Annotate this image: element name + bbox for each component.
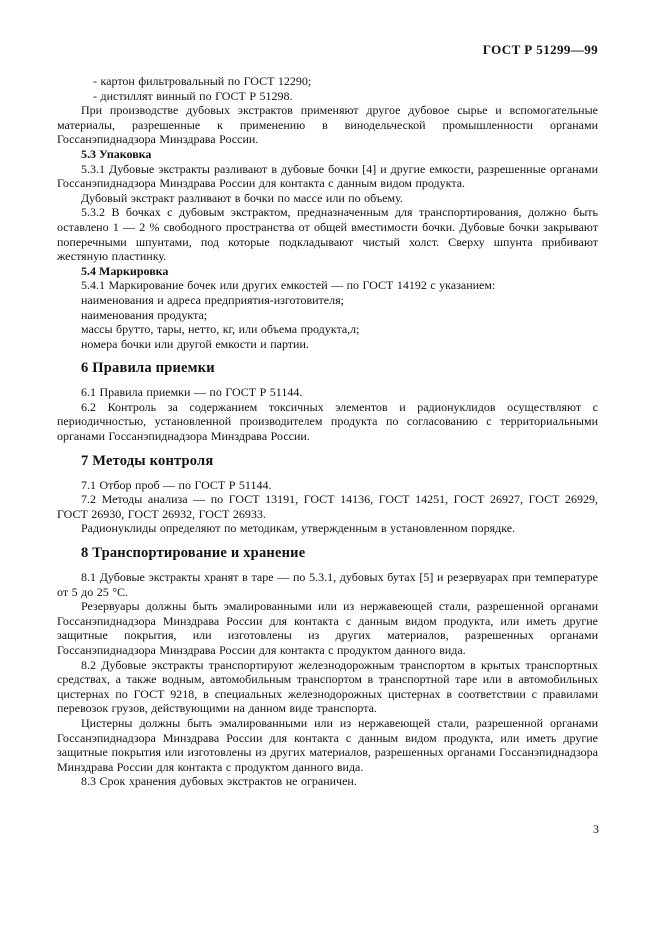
- running-header: ГОСТ Р 51299—99: [482, 42, 598, 57]
- paragraph: 5.4.1 Маркирование бочек или других емкостей — по ГОСТ 14192 с указанием:: [81, 278, 496, 293]
- paragraph: 6.1 Правила приемки — по ГОСТ Р 51144.: [81, 385, 303, 400]
- marking-list-item: наименования и адреса предприятия-изготовителя;: [81, 292, 344, 307]
- paragraph: Цистерны должны быть эмалированными или из нержавеющей стали, разрешенной органами Госсанэпиднадзора Минздрава России для контакта с данным видом продукта, или иметь другие защитные покрытия или изготовлены из других материалов, разрешенных органами Госсанэпиднадзора Минздрава России для контакта с продуктом данного вида.: [57, 715, 598, 774]
- list-item: - дистиллят винный по ГОСТ Р 51298.: [93, 88, 293, 103]
- paragraph: 8.1 Дубовые экстракты хранят в таре — по 5.3.1, дубовых бутах [5] и резервуарах при температуре от 5 до 25 °С.: [57, 570, 598, 599]
- paragraph: 6.2 Контроль за содержанием токсичных элементов и радионуклидов осуществляют с периодичностью, установленной производителем продукта по согласованию с территориальными органами Госсанэпиднадзора Минздрава России.: [57, 399, 598, 444]
- section-heading-6: 6 Правила приемки: [81, 360, 215, 377]
- marking-list-item: номера бочки или другой емкости и партии.: [81, 336, 309, 351]
- marking-list-item: наименования продукта;: [81, 307, 208, 322]
- paragraph: 8.3 Срок хранения дубовых экстрактов не ограничен.: [81, 774, 357, 789]
- marking-list-item: массы брутто, тары, нетто, кг, или объема продукта,л;: [81, 322, 360, 337]
- paragraph: Резервуары должны быть эмалированными или из нержавеющей стали, разрешенной органами Госсанэпиднадзора Минздрава России для контакта с данным видом продукта, или иметь другие защитные покрытия, или изготовлены из других материалов, разрешенных органами Госсанэпиднадзора Минздрава России для контакта с продуктом данного вида.: [57, 599, 598, 657]
- paragraph: 7.1 Отбор проб — по ГОСТ Р 51144.: [81, 477, 272, 492]
- paragraph: Дубовый экстракт разливают в бочки по массе или по объему.: [81, 190, 403, 205]
- paragraph: При производстве дубовых экстрактов применяют другое дубовое сырье и вспомогательные материалы, разрешенные к применению в винодельческой промышленности органами Госсанэпиднадзора Минздрава России.: [57, 103, 598, 147]
- paragraph: Радионуклиды определяют по методикам, утвержденным в установленном порядке.: [81, 521, 516, 536]
- page-number: 3: [593, 822, 599, 836]
- paragraph: 5.3.1 Дубовые экстракты разливают в дубовые бочки [4] и другие емкости, разрешенные органами Госсанэпиднадзора Минздрава России для контакта с данным видом продукта.: [57, 161, 598, 191]
- subsection-heading-5-3: 5.3 Упаковка: [81, 146, 152, 161]
- list-item: - картон фильтровальный по ГОСТ 12290;: [93, 74, 312, 88]
- paragraph: 5.3.2 В бочках с дубовым экстрактом, предназначенным для транспортирования, должно быть оставлено 1 — 2 % свободного пространства от общей вместимости бочки. Дубовые бочки закрывают поперечными шпунтами, под которые подкладывают чистый холст. Сверху шпунта прибивают жестяную пластинку.: [57, 205, 598, 264]
- section-heading-7: 7 Методы контроля: [81, 452, 214, 469]
- section-heading-8: 8 Транспортирование и хранение: [81, 545, 306, 562]
- paragraph: 8.2 Дубовые экстракты транспортируют железнодорожным транспортом в крытых транспортных средствах, а также водным, автомобильным транспортом в транспортной таре или в автомобильных цистернах по ГОСТ 9218, в специальных железнодорожных цистернах в соответствии с правилами перевозок грузов, действующими на данном виде транспорта.: [57, 657, 598, 716]
- paragraph: 7.2 Методы анализа — по ГОСТ 13191, ГОСТ 14136, ГОСТ 14251, ГОСТ 26927, ГОСТ 26929, ГОСТ 26930, ГОСТ 26932, ГОСТ 26933.: [57, 492, 598, 521]
- subsection-heading-5-4: 5.4 Маркировка: [81, 263, 169, 278]
